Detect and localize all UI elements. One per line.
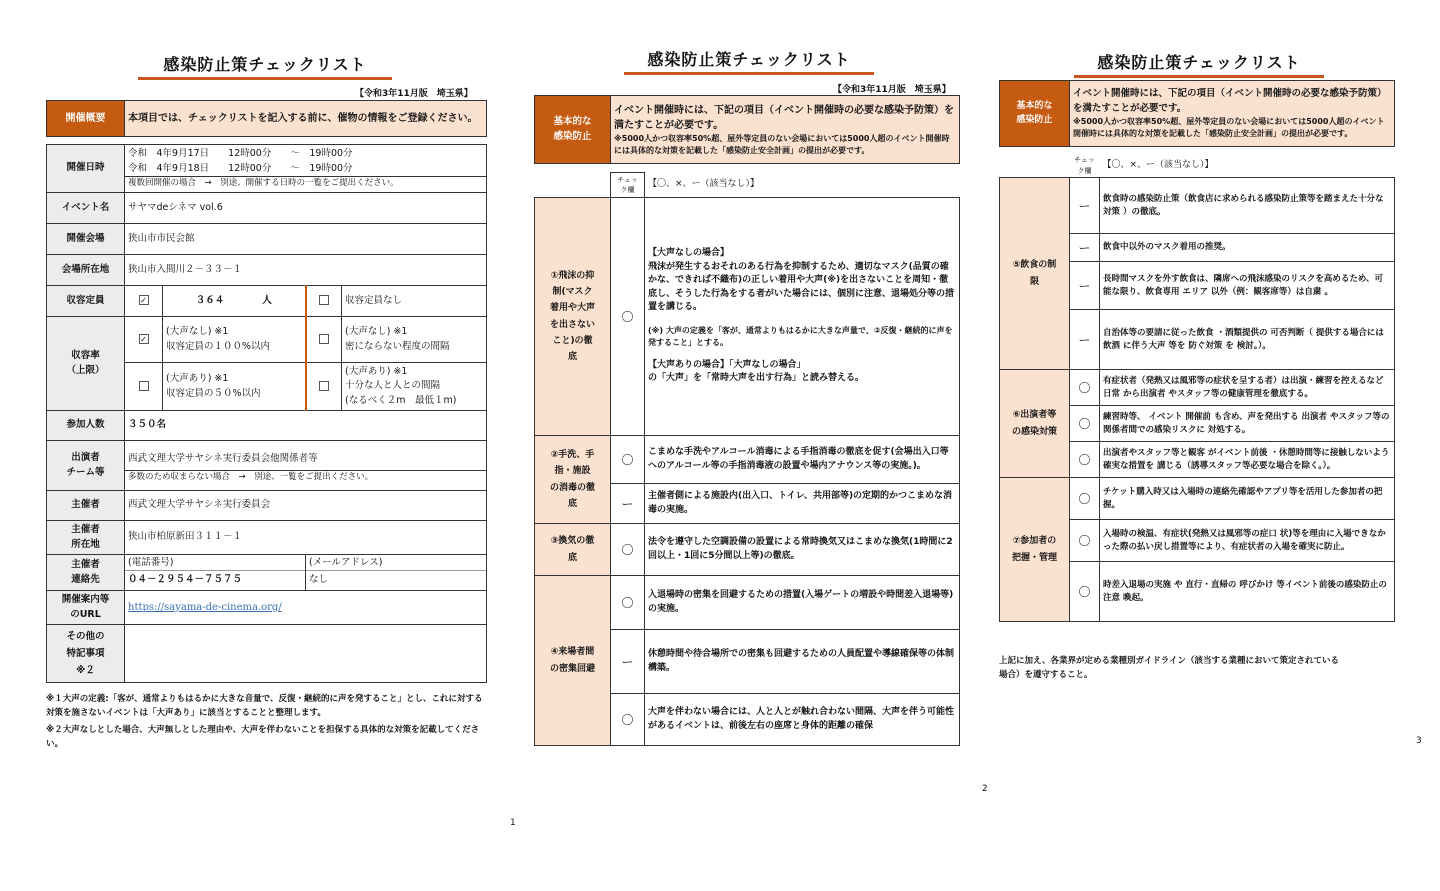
check-cell[interactable]: 〇 — [611, 198, 645, 436]
event-info-table — [46, 144, 487, 683]
check-cell[interactable]: ー — [1070, 262, 1100, 310]
item-text: こまめな手洗やアルコール消毒による手指消毒の徹底を促す(会場出入口等へのアルコール等の手指消毒液の設置や場内アナウンス等の実施。)。 — [645, 436, 960, 484]
footer-note: 上記に加え、各業界が定める業種別ガイドライン（該当する業種において策定されている場合）を遵守すること。 — [999, 656, 1340, 681]
item-text: チケット購入時又は入場時の連絡先確認やアプリ等を活用した参加者の把握。 — [1100, 478, 1395, 520]
category-participants: ⑦参加者の 把握・管理 — [1000, 478, 1070, 622]
rate-d-option: (大声あり) ※1 十分な人と人との間隔 (なるべく２m 最低１m) — [342, 363, 487, 411]
edition-label: 【令和3年11月版 埼玉県】 — [833, 85, 951, 95]
organizer-label: 主催者 — [47, 491, 125, 521]
page-title: 感染防止策チェックリスト — [1088, 50, 1310, 73]
organizer-address-value[interactable]: 狭山市柏原新田３１１－１ — [125, 521, 487, 555]
overview-label: 開催概要 — [47, 101, 125, 137]
page-3 — [980, 0, 1440, 891]
category-hand-hygiene: ②手洗、手 指・施設 の消毒の徹 底 — [535, 436, 611, 524]
check-cell[interactable]: ー — [611, 630, 645, 694]
capacity-value[interactable]: ３６４ 人 — [163, 286, 306, 317]
address-label: 会場所在地 — [47, 255, 125, 286]
overview-text: 本項目では、チェックリストを記入する前に、催物の情報をご登録ください。 — [125, 101, 487, 137]
page-title: 感染防止策チェックリスト — [638, 47, 860, 70]
capacity-none-label: 収容定員なし — [342, 286, 487, 317]
page-number: 2 — [982, 784, 988, 794]
basic-table — [534, 95, 960, 164]
rate-a-checkbox[interactable]: ✓ — [125, 317, 163, 363]
page-number: 3 — [1416, 736, 1422, 746]
event-name-label: イベント名 — [47, 193, 125, 224]
capacity-none-checkbox[interactable] — [306, 286, 342, 317]
check-cell[interactable]: ー — [1070, 234, 1100, 262]
item-text: 休憩時間や待合場所での密集も回避するための人員配置や導線確保等の体制構築。 — [645, 630, 960, 694]
venue-value[interactable]: 狭山市市民会館 — [125, 224, 487, 255]
rate-label: 収容率 （上限） — [47, 317, 125, 411]
rate-c-option: (大声あり) ※1 収容定員の５０%以内 — [163, 363, 306, 411]
category-performers: ⑥出演者等 の感染対策 — [1000, 370, 1070, 478]
organizer-address-label: 主催者 所在地 — [47, 521, 125, 555]
url-label: 開催案内等 のURL — [47, 591, 125, 625]
item-text: 大声を伴わない場合には、人と人とが触れ合わない間隔、大声を伴う可能性があるイベントは、前後左右の座席と身体的距離の確保 — [645, 694, 960, 746]
venue-label: 開催会場 — [47, 224, 125, 255]
date-label: 開催日時 — [47, 145, 125, 193]
footnote-1: ※１大声の定義:「客が、通常よりもはるかに大きな音量で、反復・継続的に声を発すること」とし、これに対する対策を施さないイベントは「大声あり」に該当とすることと整理します。 — [46, 694, 483, 719]
attendance-value[interactable]: ３５０名 — [125, 411, 487, 441]
item-text: 時差入退場の実施 や 直行・直帰の 呼びかけ 等イベント前後の感染防止の注意 喚起。 — [1100, 562, 1395, 622]
page-1 — [0, 0, 516, 891]
item-text: 自治体等の要請に従った飲食 ・酒類提供の 可否判断（ 提供する場合には飲酒 に伴う大声 等を 防ぐ対策 を 検討。）。 — [1100, 310, 1395, 370]
event-url-link[interactable]: https://sayama-de-cinema.org/ — [128, 601, 282, 613]
page-number: 1 — [510, 818, 516, 828]
page-title: 感染防止策チェックリスト — [152, 52, 378, 75]
check-cell[interactable]: 〇 — [611, 694, 645, 746]
checklist-table — [999, 154, 1395, 622]
performer-value[interactable]: 西武文理大学サヤシネ実行委員会他関係者等 多数のため収まらない場合 → 別途、一覧をご提出ください。 — [125, 441, 487, 491]
check-cell[interactable]: 〇 — [1070, 406, 1100, 442]
category-droplet: ①飛沫の抑 制(マスク 着用や大声 を出さない こと)の徹 底 — [535, 198, 611, 436]
item-text: 長時間マスクを外す飲食は、隣席への飛沫感染のリスクを高めるため、可能な限り、飲食専用 エリア 以外（例：観客席等）は自粛 。 — [1100, 262, 1395, 310]
check-cell[interactable]: 〇 — [1070, 520, 1100, 562]
rate-d-checkbox[interactable] — [306, 363, 342, 411]
rate-a-option: (大声なし) ※1 収容定員の１００%以内 — [163, 317, 306, 363]
item-text: 入場時の検温、有症状(発熱又は風邪等の症口 状)等を理由に入場できなかった際の払い戻し措置等により、有症状者の入場を確実に防止。 — [1100, 520, 1395, 562]
address-value[interactable]: 狭山市入間川２－３３－１ — [125, 255, 487, 286]
item-text: 入退場時の密集を回避するための措置(入場ゲートの増設や時間差入退場等)の実施。 — [645, 576, 960, 630]
url-value[interactable] — [125, 591, 487, 625]
overview-table — [46, 100, 487, 137]
attendance-label: 参加人数 — [47, 411, 125, 441]
item-text: 法令を遵守した空調設備の設置による常時換気又はこまめな換気(1時間に2回以上・1回に5分間以上等)の徹底。 — [645, 524, 960, 576]
item-text: 主催者側による施設内(出入口、トイレ、共用部等)の定期的かつこまめな消毒の実施。 — [645, 484, 960, 524]
check-cell[interactable]: ー — [1070, 310, 1100, 370]
item-text: 【大声なしの場合】 飛沫が発生するおそれのある行為を抑制するため、適切なマスク(品質の確かな、できれば不織布)の正しい着用や大声(※)を出さないことを周知・徹底し、そうした行為をする者がいた場合には、個別に注意、退場処分等の措置を講じる。 (※) 大声の定義を「客が、通常よりもはるかに大きな声量で、②反復・継続的に声を発すること」とする。 【大声ありの場合】「大声なしの場合」 の「大声」を「常時大声を出す行為」と読み替える。 — [645, 198, 960, 436]
check-cell[interactable]: 〇 — [611, 576, 645, 630]
date-value[interactable]: 令和 4年9月17日 12時00分 ～ 19時00分 令和 4年9月18日 12時00分 ～ 19時00分 複数回開催の場合 → 別途、開催する日時の一覧をご提出ください。 — [125, 145, 487, 193]
other-notes-label: その他の 特記事項 ※２ — [47, 625, 125, 683]
check-cell[interactable]: 〇 — [1070, 442, 1100, 478]
check-column-label: チェック欄 — [611, 173, 645, 198]
edition-label: 【令和3年11月版 埼玉県】 — [355, 89, 473, 99]
check-cell[interactable]: 〇 — [1070, 478, 1100, 520]
item-text: 出演者やスタッフ等と観客 がイベント前後 ・休憩時間等に接触しないよう確実な措置を 講じる（誘導スタッフ等必要な場合を除く。）。 — [1100, 442, 1395, 478]
rate-c-checkbox[interactable] — [125, 363, 163, 411]
mail-field[interactable]: (メールアドレス) なし — [306, 555, 487, 591]
checklist-table — [534, 172, 960, 746]
contact-label: 主催者 連絡先 — [47, 555, 125, 591]
item-text: 飲食時の感染防止策（飲食店に求められる感染防止策等を踏まえた十分な対策 ）の徹底。 — [1100, 178, 1395, 234]
item-text: 飲食中以外のマスク着用の推奨。 — [1100, 234, 1395, 262]
category-eating: ⑤飲食の制 限 — [1000, 178, 1070, 370]
item-text: 有症状者（発熱又は風邪等の症状を呈する者）は出演・練習を控えるなど日常 から出演者 やスタッフ等の健康管理を徹底する。 — [1100, 370, 1395, 406]
check-cell[interactable]: 〇 — [611, 524, 645, 576]
basic-text: イベント開催時には、下記の項目（イベント開催時の必要な感染予防策）を満たすことが必要です。 ※5000人かつ収容率50%超、屋外等定員のない会場においては5000人超のイベント開催時には具体的な対策を記載した「感染防止安全計画」の提出が必要です。 — [1070, 81, 1395, 147]
rate-b-option: (大声なし) ※1 密にならない程度の間隔 — [342, 317, 487, 363]
performer-label: 出演者 チーム等 — [47, 441, 125, 491]
other-notes-value[interactable] — [125, 625, 487, 683]
organizer-value[interactable]: 西武文理大学サヤシネ実行委員会 — [125, 491, 487, 521]
page-2 — [520, 0, 988, 891]
capacity-label: 収容定員 — [47, 286, 125, 317]
check-cell[interactable]: 〇 — [1070, 562, 1100, 622]
item-text: 練習時等、 イベント 開催前 も含め、声を発出する 出演者 やスタッフ等の関係者間での感染リスクに 対処する。 — [1100, 406, 1395, 442]
phone-field[interactable]: (電話番号) ０４－２９５４－７５７５ — [125, 555, 306, 591]
basic-label: 基本的な 感染防止 — [1000, 81, 1070, 147]
check-cell[interactable]: 〇 — [1070, 370, 1100, 406]
event-name-value[interactable]: サヤマdeシネマ vol.6 — [125, 193, 487, 224]
check-cell[interactable]: ー — [611, 484, 645, 524]
legend: 【〇、×、ー（該当なし）】 — [1102, 159, 1214, 170]
basic-label: 基本的な 感染防止 — [535, 96, 611, 164]
category-crowding: ④来場者間 の密集回避 — [535, 576, 611, 746]
basic-table — [999, 80, 1395, 147]
basic-text: イベント開催時には、下記の項目（イベント開催時の必要な感染予防策）を満たすことが必要です。 ※5000人かつ収容率50%超、屋外等定員のない会場においては5000人超のイベント開催時には具体的な対策を記載した「感染防止安全計画」の提出が必要です。 — [611, 96, 960, 164]
category-ventilation: ③換気の徹 底 — [535, 524, 611, 576]
capacity-checkbox[interactable]: ✓ — [125, 286, 163, 317]
rate-b-checkbox[interactable] — [306, 317, 342, 363]
check-column-label: チェック欄 — [1074, 156, 1095, 175]
footnote-2: ※２大声なしとした場合、大声無しとした理由や、大声を伴わないことを担保する具体的な対策を記載してください。 — [46, 725, 480, 750]
check-cell[interactable]: ー — [1070, 178, 1100, 234]
check-cell[interactable]: 〇 — [611, 436, 645, 484]
legend: 【〇、×、ー（該当なし）】 — [648, 179, 760, 189]
